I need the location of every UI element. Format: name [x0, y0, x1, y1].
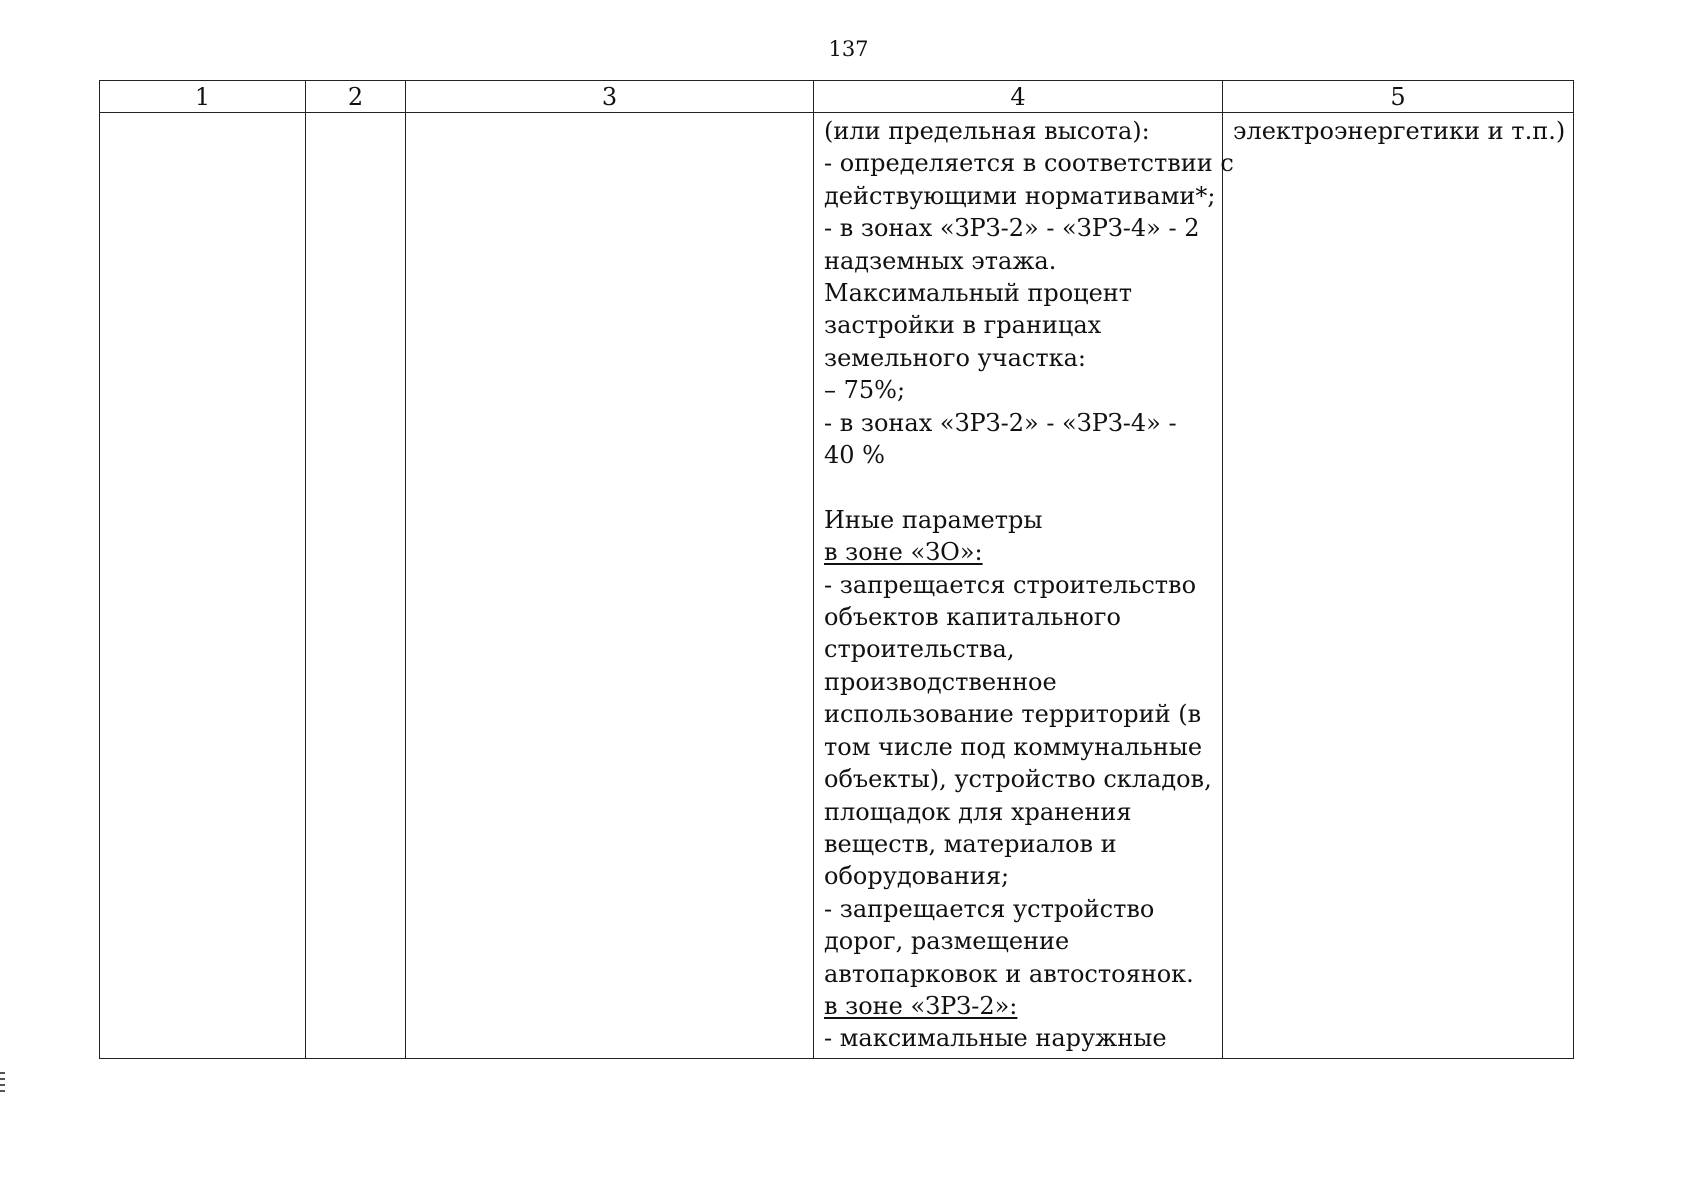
text-line: автопарковок и автостоянок. [824, 959, 1194, 988]
scan-edge-mark [0, 1072, 5, 1096]
zone-heading-line: в зоне «ЗО»: [824, 538, 983, 567]
column-5-text [1223, 113, 1573, 147]
text-line [824, 471, 1212, 503]
text-line: том числе под коммунальные [824, 732, 1203, 761]
cell-col-5 [1223, 113, 1574, 1059]
regulations-table [99, 80, 1574, 1059]
text-line: – 75%; [824, 376, 906, 405]
header-col-1: 1 [100, 81, 306, 113]
text-line: Максимальный процент [824, 279, 1133, 308]
cell-col-3 [406, 113, 814, 1059]
zone-parameters-text [814, 113, 1234, 1055]
text-line: строительства, [824, 635, 1015, 664]
text-line: объекты), устройство складов, [824, 765, 1212, 794]
zone-heading-line: в зоне «ЗРЗ-2»: [824, 991, 1018, 1020]
text-line: - в зонах «ЗРЗ-2» - «ЗРЗ-4» - 2 [824, 214, 1200, 243]
text-line: объектов капитального [824, 603, 1121, 632]
header-col-2: 2 [306, 81, 406, 113]
text-line: 40 % [824, 441, 885, 470]
cell-col-1 [100, 113, 306, 1059]
text-line: - запрещается устройство [824, 894, 1155, 923]
text-line: веществ, материалов и [824, 829, 1117, 858]
text-line: дорог, размещение [824, 927, 1070, 956]
text-line: - определяется в соответствии с [824, 149, 1234, 178]
text-line: застройки в границах [824, 311, 1102, 340]
header-col-3: 3 [406, 81, 814, 113]
header-col-5: 5 [1223, 81, 1574, 113]
text-line: площадок для хранения [824, 797, 1132, 826]
header-row [100, 81, 1574, 113]
table-row [100, 113, 1574, 1059]
text-line: - в зонах «ЗРЗ-2» - «ЗРЗ-4» - [824, 408, 1177, 437]
text-line: действующими нормативами*; [824, 181, 1216, 210]
text-line: Иные параметры [824, 505, 1043, 534]
cell-col-4 [814, 113, 1234, 1059]
text-line: оборудования; [824, 862, 1010, 891]
text-line: земельного участка: [824, 343, 1086, 372]
text-line: (или предельная высота): [824, 117, 1150, 145]
text-line: электроэнергетики и т.п.) [1233, 117, 1566, 145]
text-line: производственное [824, 667, 1057, 696]
text-line: - запрещается строительство [824, 570, 1197, 599]
header-col-4: 4 [814, 81, 1223, 113]
text-line: - максимальные наружные [824, 1024, 1167, 1053]
cell-col-2 [306, 113, 406, 1059]
page-number: 137 [828, 37, 869, 61]
text-line: надземных этажа. [824, 246, 1057, 275]
text-line: использование территорий (в [824, 700, 1202, 729]
